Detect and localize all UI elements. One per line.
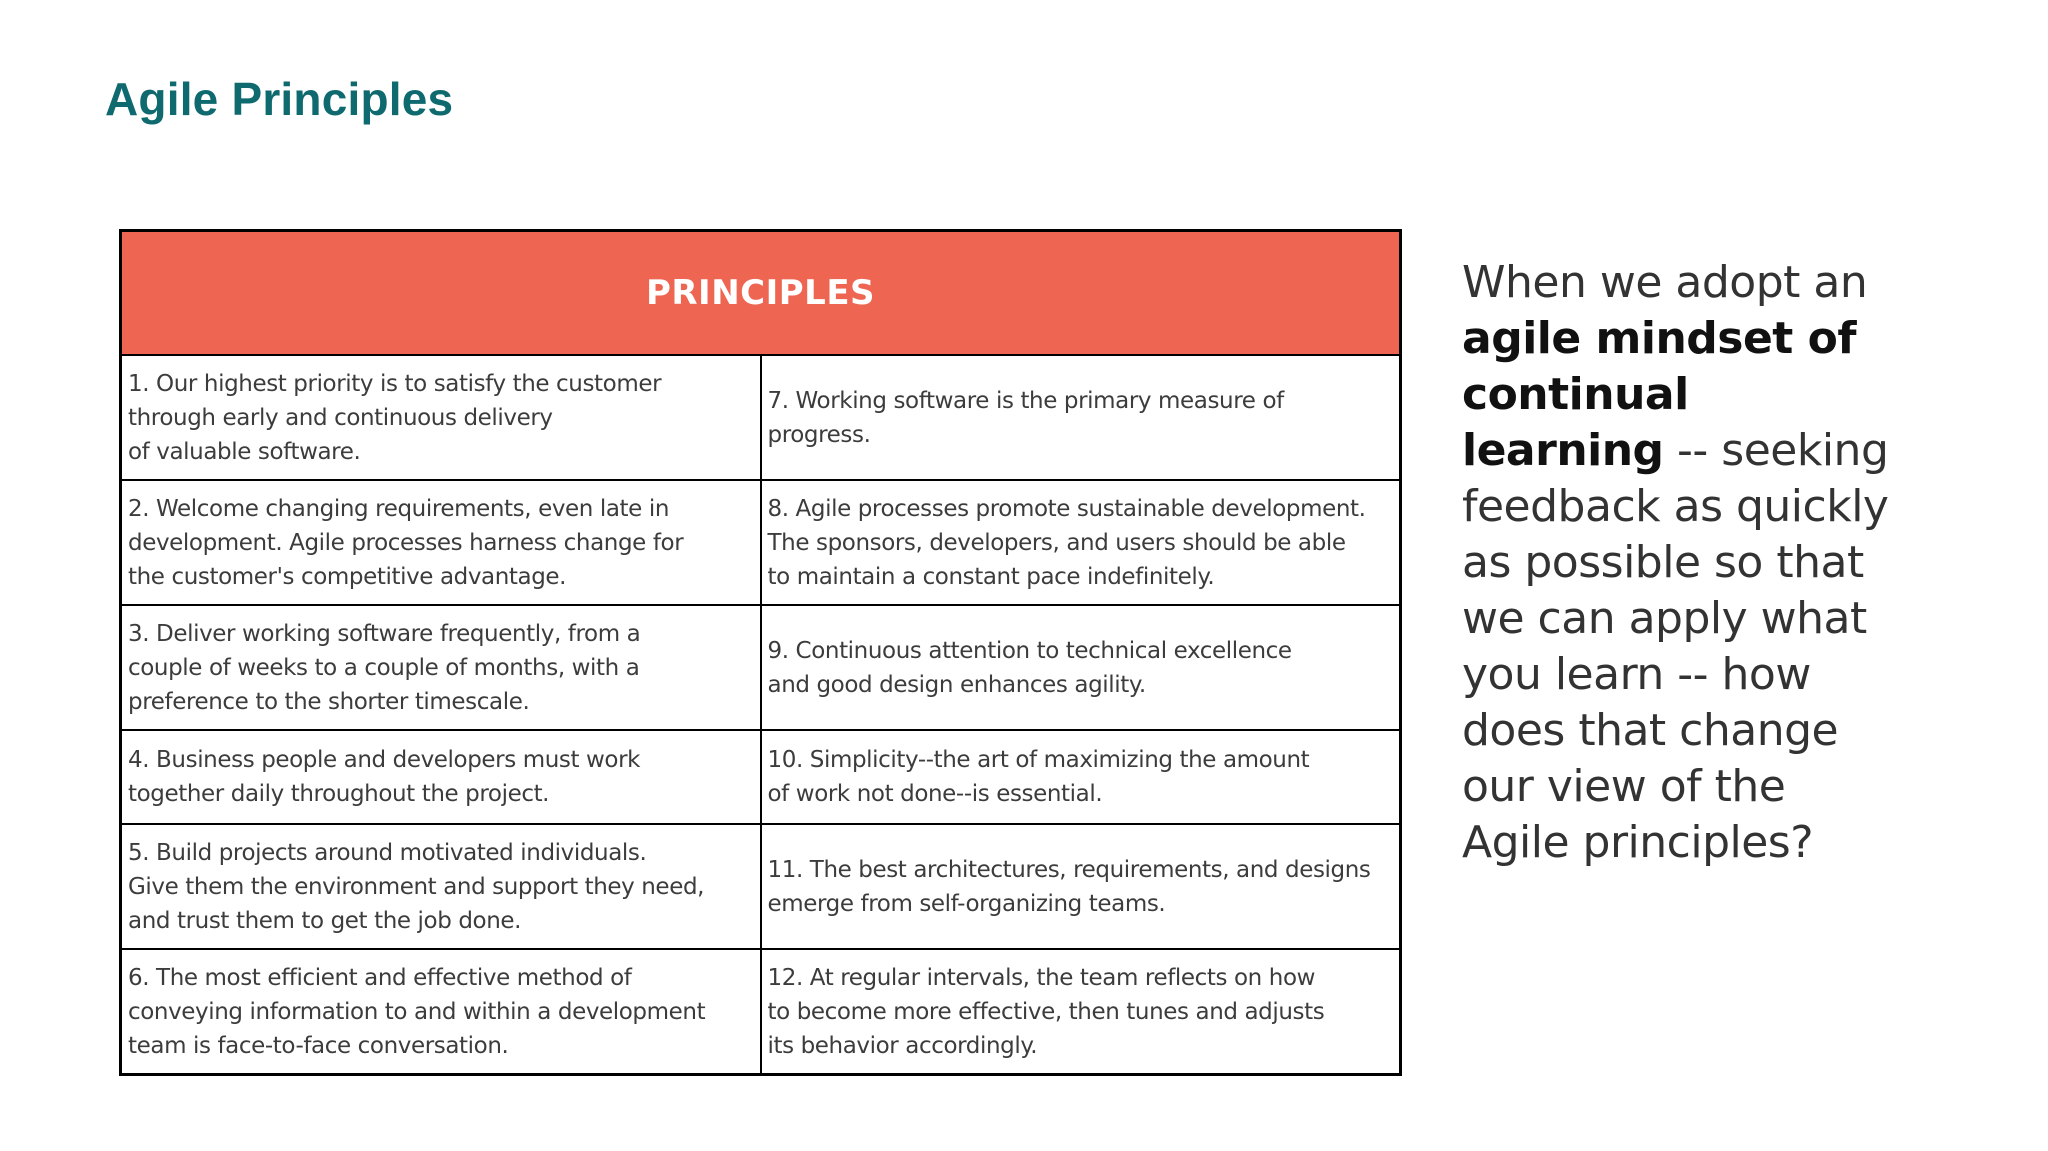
table-row	[121, 824, 1401, 949]
table-header-row	[121, 231, 1401, 356]
side-note-intro: When we adopt an	[1462, 257, 1868, 308]
principle-2: 2. Welcome changing requirements, even late in development. Agile processes harness change for the customer's competitive advantage.	[121, 480, 761, 605]
principle-3: 3. Deliver working software frequently, from a couple of weeks to a couple of months, with a preference to the shorter timescale.	[121, 605, 761, 730]
table-row	[121, 730, 1401, 824]
principle-10: 10. Simplicity--the art of maximizing the amount of work not done--is essential.	[761, 730, 1401, 824]
side-note	[1462, 255, 1902, 871]
side-note-rest: -- seeking feedback as quickly as possible so that we can apply what you learn -- how does that change our view of the Agile principles?	[1462, 425, 1889, 868]
principle-6: 6. The most efficient and effective method of conveying information to and within a development team is face-to-face conversation.	[121, 949, 761, 1075]
table-header: PRINCIPLES	[121, 231, 1401, 356]
principle-7: 7. Working software is the primary measure of progress.	[761, 355, 1401, 480]
slide-title: Agile Principles	[105, 73, 454, 125]
table-row	[121, 480, 1401, 605]
principle-12: 12. At regular intervals, the team reflects on how to become more effective, then tunes and adjusts its behavior accordingly.	[761, 949, 1401, 1075]
principle-9: 9. Continuous attention to technical excellence and good design enhances agility.	[761, 605, 1401, 730]
table-row	[121, 355, 1401, 480]
principles-table	[119, 229, 1402, 1076]
side-note-emphasis: agile mindset of continual learning	[1462, 313, 1857, 476]
principle-8: 8. Agile processes promote sustainable development. The sponsors, developers, and users should be able to maintain a constant pace indefinitely.	[761, 480, 1401, 605]
principle-11: 11. The best architectures, requirements, and designs emerge from self-organizing teams.	[761, 824, 1401, 949]
table-row	[121, 949, 1401, 1075]
principle-5: 5. Build projects around motivated individuals. Give them the environment and support they need, and trust them to get the job done.	[121, 824, 761, 949]
principle-1: 1. Our highest priority is to satisfy the customer through early and continuous delivery of valuable software.	[121, 355, 761, 480]
principle-4: 4. Business people and developers must work together daily throughout the project.	[121, 730, 761, 824]
table-row	[121, 605, 1401, 730]
